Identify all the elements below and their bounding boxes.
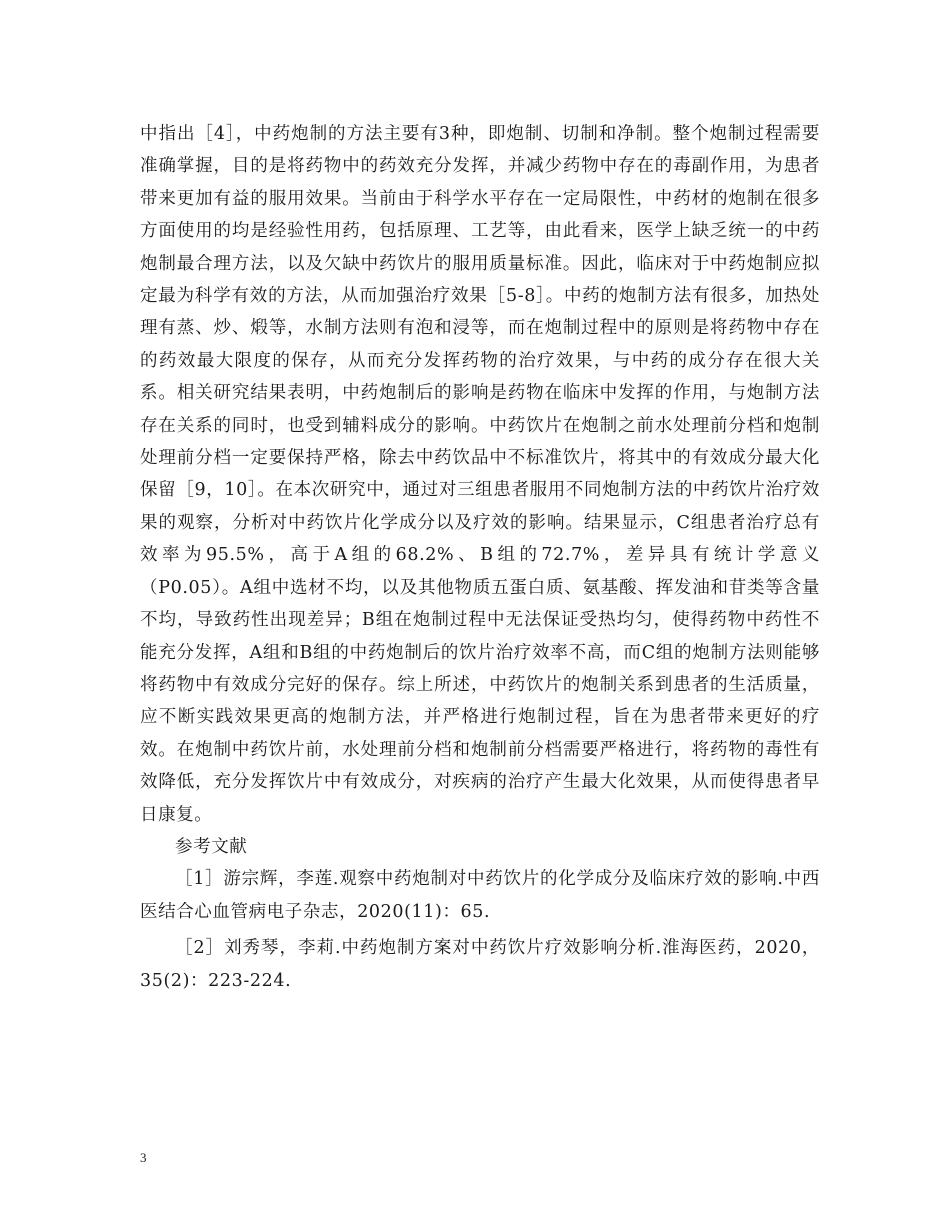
body-paragraph: 中指出［4］，中药炮制的方法主要有3种，即炮制、切制和净制。整个炮制过程需要准确掌握，目的是将药物中的药效充分发挥，并减少药物中存在的毒副作用，为患者带来更加有益的服用效果。当前由于科学水平存在一定局限性，中药材的炮制在很多方面使用的均是经验性用药，包括原理、工艺等，由此看来，医学上缺乏统一的中药炮制最合理方法，以及欠缺中药饮片的服用质量标准。因此，临床对于中药炮制应拟定最为科学有效的方法，从而加强治疗效果［5-8］。中药的炮制方法有很多，加热处理有蒸、炒、煅等，水制方法则有泡和浸等，而在炮制过程中的原则是将药物中存在的药效最大限度的保存，从而充分发挥药物的治疗效果，与中药的成分存在很大关系。相关研究结果表明，中药炮制后的影响是药物在临床中发挥的作用，与炮制方法存在关系的同时，也受到辅料成分的影响。中药饮片在炮制之前水处理前分档和炮制处理前分档一定要保持严格，除去中药饮品中不标准饮片，将其中的有效成分最大化保留［9，10］。在本次研究中，通过对三组患者服用不同炮制方法的中药饮片治疗效果的观察，分析对中药饮片化学成分以及疗效的影响。结果显示，C组患者治疗总有效率为95.5%，高于A组的68.2%、B组的72.7%，差异具有统计学意义（P0.05）。A组中选材不均，以及其他物质五蛋白质、氨基酸、挥发油和苷类等含量不均，导致药性出现差异；B组在炮制过程中无法保证受热均匀，使得药物中药性不能充分发挥，A组和B组的中药炮制后的饮片治疗效率不高，而C组的炮制方法则能够将药物中有效成分完好的保存。综上所述，中药饮片的炮制关系到患者的生活质量，应不断实践效果更高的炮制方法，并严格进行炮制过程，旨在为患者带来更好的疗效。在炮制中药饮片前，水处理前分档和炮制前分档需要严格进行，将药物的毒性有效降低，充分发挥饮片中有效成分，对疾病的治疗产生最大化效果，从而使得患者早日康复。 xyxy=(140,124,820,825)
page-number: 3 xyxy=(140,1150,147,1165)
reference-item-1: ［1］游宗辉，李莲.观察中药炮制对中药饮片的化学成分及临床疗效的影响.中西医结合心血管病电子杂志，2020(11)：65. xyxy=(140,869,820,922)
references-heading: 参考文献 xyxy=(175,836,248,857)
document-body xyxy=(140,118,820,1001)
reference-item-2: ［2］刘秀琴，李莉.中药炮制方案对中药饮片疗效影响分析.淮海医药，2020，35(2)：223-224. xyxy=(140,938,820,991)
